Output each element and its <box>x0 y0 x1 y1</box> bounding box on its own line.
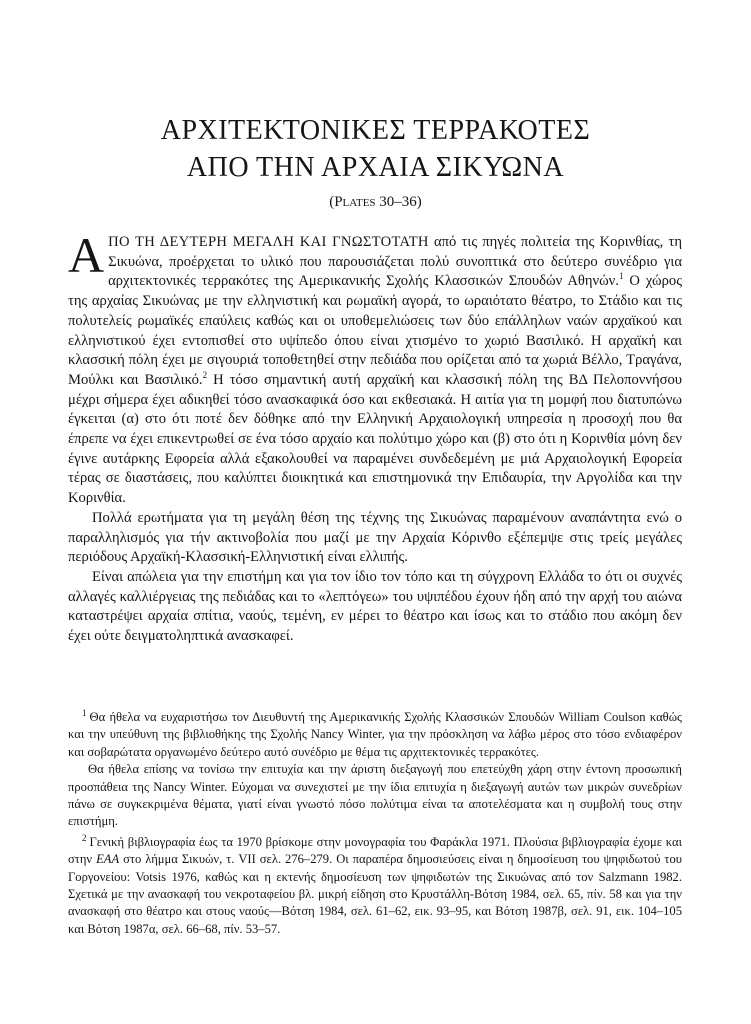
footnote-ref-1[interactable]: 1 <box>618 271 624 282</box>
body-text <box>68 227 682 647</box>
paragraph-1-text-c: Η τόσο σημαντική αυτή αρχαϊκή και κλασσική πόλη της ΒΔ Πελοποννήσου μέχρι σήμερα έχει αδικηθεί τόσο ανασκαφικά όσο και εκθεσιακά. Η αιτία για τη μομφή που διατυπώνω έγκειται (α) στο ότι ποτέ δεν δόθηκε από την Ελληνική Αρχαιολογική υπηρεσία η προσοχή που θα έπρεπε να έχει επικεντρωθεί σε ένα τόσο αρχαίο και πολύτιμο χώρο και (β) στο ότι η Κορινθία μόνη δεν έγινε αυτάρκης Εφορεία αλλά εξακολουθεί να παραμένει συνδεδεμένη με μιά Αρχαιολογική Εφορεία τέρας σε διαστάσεις, που καλύπτει διοικητικά και επιστημονικά την Επιδαυρία, την Αργολίδα και την Κορινθία. <box>68 371 682 507</box>
footnote-2-text-b: στο λήμμα Σικυών, τ. VII σελ. 276–279. Οι παραπέρα δημοσιεύσεις είναι η δημοσίευση του ψηφιδωτού του Γοργονείου: Votsis 1976, καθώς και η εκτενής δημοσίευση των ψηφιδωτών της Σικυώνας από τον Salzmann 1982. Σχετικά με την ανασκαφή του νεκροταφείου βλ. μικρή είδηση στο Κρυστάλλη-Βότση 1984, σελ. 65, πίν. 58 και για την ανασκαφή στο θέατρο και στους ναούς—Βότση 1984, σελ. 61–62, εικ. 93–95, και Βότση 1987β, σελ. 91, εικ. 104–105 και Βότση 1987α, σελ. 66–68, πίν. 53–57. <box>68 852 682 936</box>
footnote-2-number: 2 <box>82 832 87 843</box>
footnote-2-italic-abbrev: ΕΑΑ <box>96 852 120 867</box>
drop-cap: Α <box>68 227 105 283</box>
footnote-1 <box>68 709 682 761</box>
footnote-ref-2[interactable]: 2 <box>202 370 208 381</box>
lead-in-caps: ΠΟ ΤΗ ΔΕΥΤΕΡΗ ΜΕΓΑΛΗ ΚΑΙ ΓΝΩΣΤΟΤΑΤΗ <box>108 234 429 250</box>
footnote-2 <box>68 834 682 938</box>
title-block <box>0 112 751 211</box>
plates-label: Plates <box>334 194 376 210</box>
footnote-1-continuation: Θα ήθελα επίσης να τονίσω την επιτυχία και την άριστη διεξαγωγή που επετεύχθη χάρη στην έντονη προσωπική προσπάθεια της Nancy Winter. Εύχομαι να συνεχιστεί με την ίδια επιτυχία η διεξαγωγή αυτών των μικρών συνεδρίων πάνω σε συγκεκριμένα θέματα, γιατί είναι γνωστό πόσο πολύτιμα είναι τα αποτελέσματα και η συμβολή τους στην επιστήμη. <box>68 762 682 829</box>
paragraph-2: Πολλά ερωτήματα για τη μεγάλη θέση της τέχνης της Σικυώνας παραμένουν αναπάντητα ενώ ο παραλληλισμός για τήν ακτινοβολία που μαζί με την Αρχαία Κόρινθο εξέπεμψε στις τρείς μεγάλες περιόδους Αρχαϊκή-Κλασσική-Ελληνιστική είναι ελλιπής. <box>68 509 682 566</box>
paragraph-3: Είναι απώλεια για την επιστήμη και για τον ίδιο τον τόπο και τη σύγχρονη Ελλάδα το ότι οι συχνές αλλαγές καλλιέργειας της πεδιάδας και το «λεπτόγεω» του υψιπέδου έχουν ήδη από την αρχή του αιώνα καταστρέψει αρχαία σπίτια, ναούς, τεμένη, εν μέρει το θέατρο και ίσως και το στάδιο που ακόμη δεν έχει ούτε δειγματοληπτικά ανασκαφεί. <box>68 568 682 645</box>
footnote-1-text: Θα ήθελα να ευχαριστήσω τον Διευθυντή της Αμερικανικής Σχολής Κλασσικών Σπουδών William Coulson καθώς και την υπεύθυνη της βιβλιοθήκης της Σχολής Nancy Winter, για την πρόσκληση να λάβω μέρος στο τόσο ενδιαφέρον και σοβαρώτατα οργανωμένο δεύτερο αυτό συνέδριο με θέμα τις αρχιτεκτονικές τερρακότες. <box>68 710 682 759</box>
article-title-line-1: ΑΡΧΙΤΕΚΤΟΝΙΚΕΣ ΤΕΡΡΑΚΟΤΕΣ <box>160 115 591 146</box>
paragraph-1 <box>68 227 682 509</box>
footnote-2-text-a: Γενική βιβλιογραφία έως τα 1970 βρίσκομε στην μονογραφία του Φαράκλα 1971. Πλούσια βιβλιογραφία έχομε και στην <box>68 834 682 867</box>
paragraph-1-text-b: Ο χώρος της αρχαίας Σικυώνας με την ελληνιστική και ρωμαϊκή αγορά, το ωραιότατο θέατρο, το Στάδιο και τις πολυτελείς ρωμαϊκές επαύλεις καθώς και οι υποθεμελιώσεις των δύο επάλληλων ναών αρχαϊκού και ελληνιστικού έχει εντοπισθεί στο υψίπεδο όπου είναι χτισμένο το χωριό Βασιλικό. Η αρχαϊκή και κλασσική πόλη έχει με σιγουριά τοποθετηθεί στην πεδιάδα που ορίζεται από τα χωριά Βέλλο, Τραγάνα, Μούλκι και Βασιλικό. <box>68 273 682 388</box>
footnotes <box>68 709 682 938</box>
plates-reference <box>0 194 751 211</box>
plates-range: 30–36) <box>375 194 422 210</box>
paragraph-1-text-a: από τις πηγές πολιτεία της Κορινθίας, τη Σικυώνα, προέρχεται το υλικό που παρουσιάζεται πολύ συνοπτικά στο δεύτερο συνέδριο για αρχιτεκτονικές τερρακότες της Αμερικανικής Σχολής Κλασσικών Σπουδών Αθηνών. <box>108 234 682 290</box>
article-title-line-2: ΑΠΟ ΤΗΝ ΑΡΧΑΙΑ ΣΙΚΥΩΝΑ <box>186 152 565 183</box>
plates-open-paren: ( <box>329 194 335 210</box>
footnote-1-number: 1 <box>82 707 87 718</box>
